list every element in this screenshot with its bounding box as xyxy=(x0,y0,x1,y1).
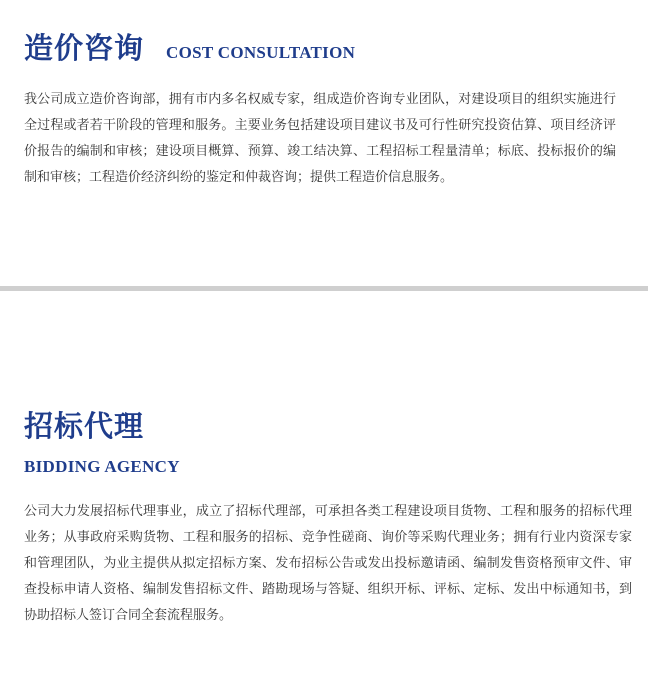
cost-consultation-title-en: COST CONSULTATION xyxy=(166,43,356,62)
cost-consultation-section xyxy=(0,0,648,288)
cost-consultation-title-row xyxy=(24,26,648,67)
cost-consultation-body: 我公司成立造价咨询部，拥有市内多名权威专家，组成造价咨询专业团队，对建设项目的组织实施进行全过程或者若干阶段的管理和服务。主要业务包括建设项目建议书及可行性研究投资估算、项目经济评价报告的编制和审核；建设项目概算、预算、竣工结决算、工程招标工程量清单；标底、投标报价的编制和审核；工程造价经济纠纷的鉴定和仲裁咨询；提供工程造价信息服务。 xyxy=(24,92,616,185)
bidding-agency-title-cn: 招标代理 xyxy=(24,409,145,443)
bidding-agency-title-en: BIDDING AGENCY xyxy=(24,457,180,476)
bidding-agency-section xyxy=(0,292,648,698)
section-divider xyxy=(0,286,648,291)
cost-consultation-title-cn: 造价咨询 xyxy=(24,31,145,65)
bidding-agency-body: 公司大力发展招标代理事业，成立了招标代理部，可承担各类工程建设项目货物、工程和服务的招标代理业务；从事政府采购货物、工程和服务的招标、竞争性磋商、询价等采购代理业务；拥有行业内资深专家和管理团队，为业主提供从拟定招标方案、发布招标公告或发出投标邀请函、编制发售资格预审文件、审查投标申请人资格、编制发售招标文件、踏勘现场与答疑、组织开标、评标、定标、发出中标通知书，到协助招标人签订合同全套流程服务。 xyxy=(24,504,632,623)
